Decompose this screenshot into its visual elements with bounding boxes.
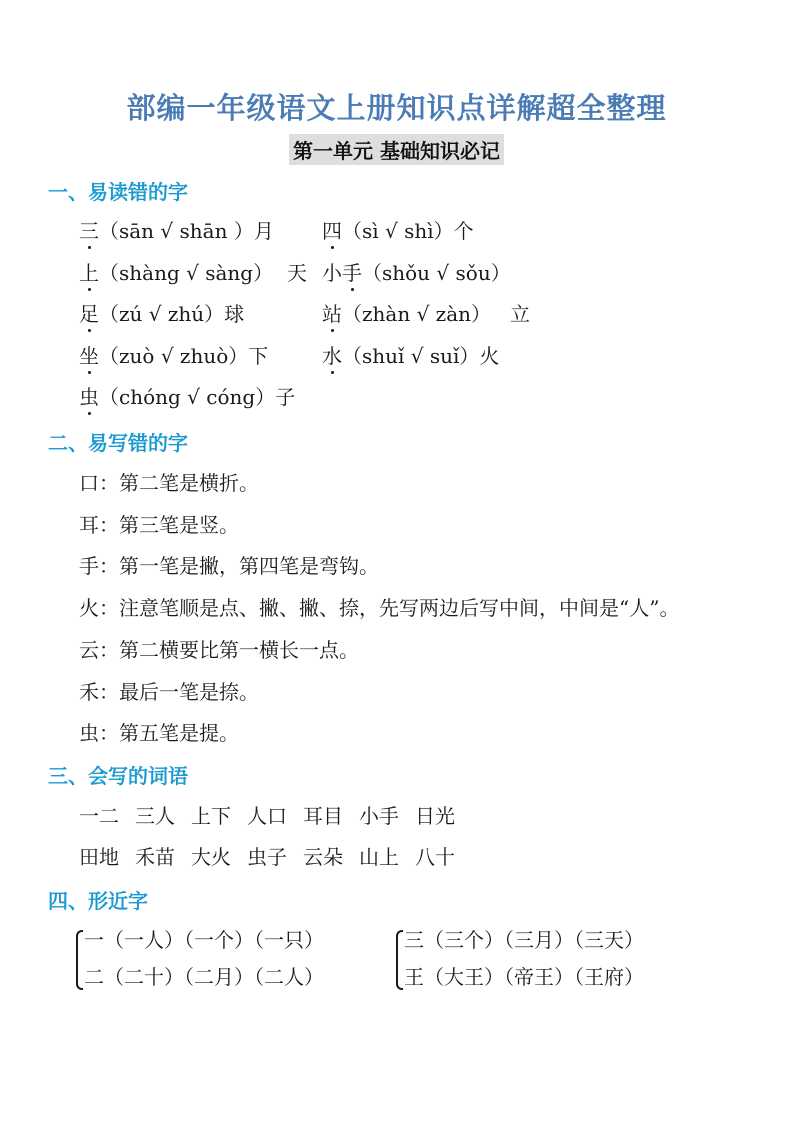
- word: 人口: [247, 804, 287, 828]
- word: 云朵: [303, 845, 343, 869]
- word: 田地: [79, 845, 119, 869]
- section-heading-3: 三、会写的词语: [48, 764, 188, 788]
- writing-note: 口：第二笔是横折。: [79, 471, 259, 495]
- pinyin-item-after: 立: [510, 302, 530, 326]
- word: 三人: [135, 804, 175, 828]
- word: 日光: [415, 804, 455, 828]
- subtitle-wrap: [0, 134, 793, 165]
- writing-note: 云：第二横要比第一横长一点。: [79, 638, 359, 662]
- writing-note: 火：注意笔顺是点、撇、撇、捺，先写两边后写中间，中间是“人”。: [79, 596, 680, 620]
- similar-group-left: [84, 922, 324, 996]
- word: 虫子: [247, 845, 287, 869]
- left-brace: [76, 930, 83, 990]
- word: 大火: [191, 845, 231, 869]
- writing-note: 虫：第五笔是提。: [79, 721, 239, 745]
- section-heading-1: 一、易读错的字: [48, 180, 188, 204]
- similar-row: 一（一人）（一个）（一只）: [84, 928, 324, 952]
- pinyin-item: 小手（shǒu √ sǒu）: [322, 257, 511, 286]
- pinyin-item: 水（shuǐ √ suǐ）火: [322, 340, 499, 369]
- word: 小手: [359, 804, 399, 828]
- pinyin-item: 坐（zuò √ zhuò）下: [79, 340, 268, 369]
- pinyin-item: 足（zú √ zhú）球: [79, 298, 244, 327]
- similar-row: 二（二十）（二月）（二人）: [84, 965, 324, 989]
- pinyin-item: 虫（chóng √ cóng）子: [79, 381, 295, 410]
- right-brace: [396, 930, 403, 990]
- word: 八十: [415, 845, 455, 869]
- pinyin-item: 四（sì √ shì）个: [322, 215, 474, 244]
- page-title: 部编一年级语文上册知识点详解超全整理: [126, 91, 667, 125]
- pinyin-item: 站（zhàn √ zàn）: [322, 298, 491, 327]
- similar-row: 王（大王）（帝王）（王府）: [404, 965, 644, 989]
- section-heading-4: 四、形近字: [48, 889, 148, 913]
- word: 禾苗: [135, 845, 175, 869]
- word: 耳目: [303, 804, 343, 828]
- writing-note: 耳：第三笔是竖。: [79, 513, 239, 537]
- word: 一二: [79, 804, 119, 828]
- similar-row: 三（三个）（三月）（三天）: [404, 928, 644, 952]
- words-row: [79, 841, 471, 870]
- pinyin-item: 三（sān √ shān ）月: [79, 215, 274, 244]
- writing-note: 手：第一笔是撇，第四笔是弯钩。: [79, 554, 379, 578]
- words-row: [79, 800, 471, 829]
- writing-note: 禾：最后一笔是捺。: [79, 680, 259, 704]
- section-heading-2: 二、易写错的字: [48, 431, 188, 455]
- word: 山上: [359, 845, 399, 869]
- unit-subtitle: 第一单元 基础知识必记: [289, 134, 504, 165]
- similar-group-right: [404, 922, 644, 996]
- word: 上下: [191, 804, 231, 828]
- pinyin-item-after: 天: [287, 261, 307, 285]
- pinyin-item: 上（shàng √ sàng）: [79, 257, 273, 286]
